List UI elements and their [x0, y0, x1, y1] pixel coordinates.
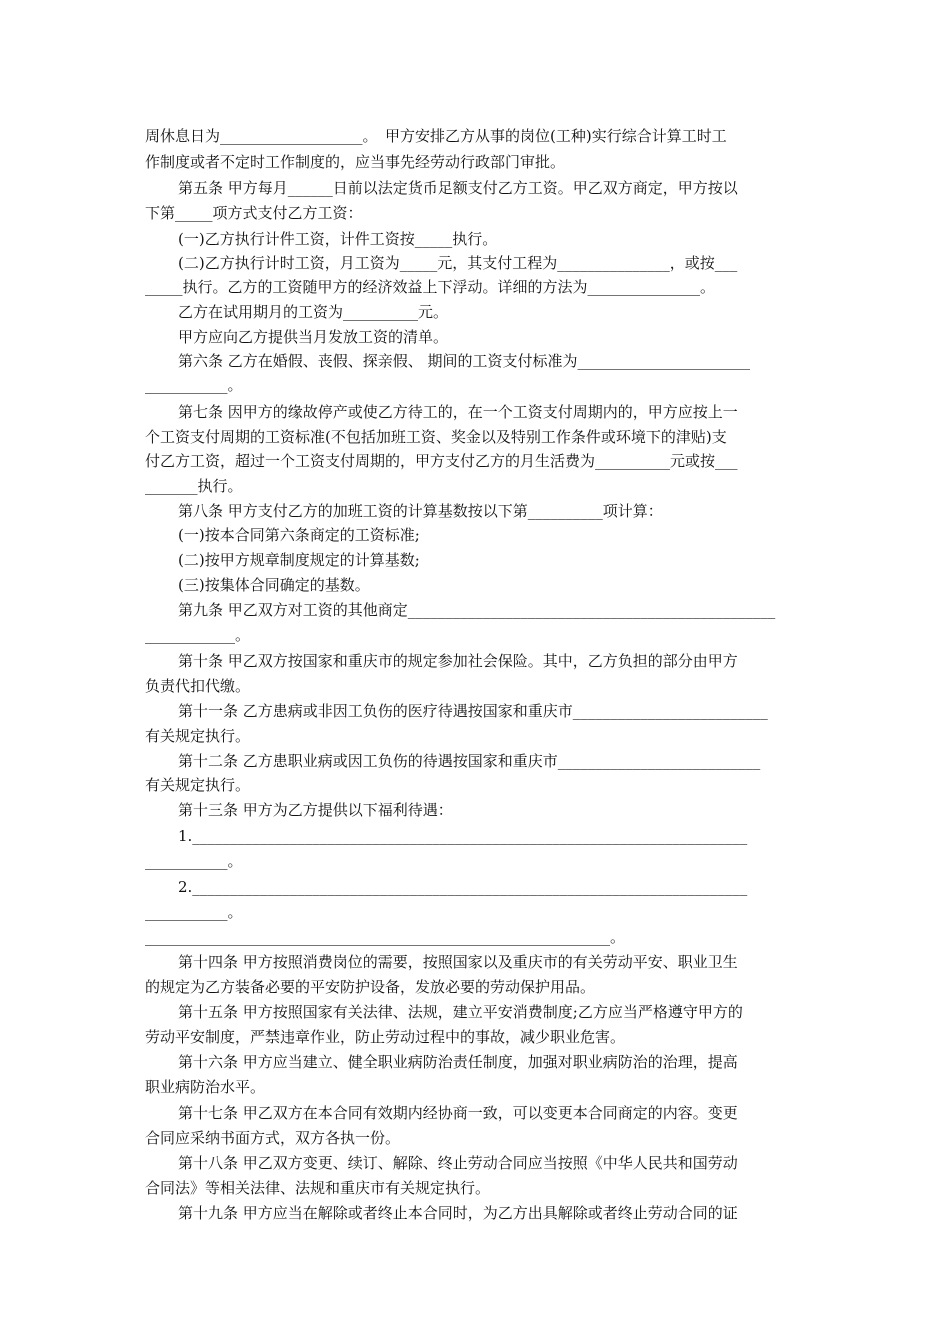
text-line: 周休息日为___________________。 甲方安排乙方从事的岗位(工种)实行综合计算工时工 — [145, 127, 727, 145]
text-line: 第十条 甲乙双方按国家和重庆市的规定参加社会保险。其中，乙方负担的部分由甲方 — [178, 652, 738, 670]
text-line: 第十五条 甲方按照国家有关法律、法规，建立平安消费制度;乙方应当严格遵守甲方的 — [178, 1003, 743, 1021]
text-line: 第十六条 甲方应当建立、健全职业病防治责任制度，加强对职业病防治的治理，提高 — [178, 1053, 738, 1071]
text-line: _____执行。乙方的工资随甲方的经济效益上下浮动。详细的方法为_______________。 — [145, 278, 716, 296]
text-line: 第十一条 乙方患病或非因工负伤的医疗待遇按国家和重庆市__________________________ — [178, 702, 768, 720]
text-line: 合同应采纳书面方式，双方各执一份。 — [145, 1129, 401, 1147]
text-line: 职业病防治水平。 — [145, 1078, 266, 1096]
text-line: _______执行。 — [145, 477, 243, 495]
text-line: 乙方在试用期月的工资为__________元。 — [178, 303, 449, 321]
text-line: 作制度或者不定时工作制度的，应当事先经劳动行政部门审批。 — [145, 153, 566, 171]
text-line: ___________。 — [145, 852, 243, 870]
text-line: (二)乙方执行计时工资，月工资为_____元，其支付工程为_______________，或按___ — [178, 254, 738, 272]
text-line: ____________。 — [145, 626, 251, 644]
text-line: 付乙方工资，超过一个工资支付周期的，甲方支付乙方的月生活费为__________元或按___ — [145, 452, 738, 470]
text-line: 的规定为乙方装备必要的平安防护设备，发放必要的劳动保护用品。 — [145, 978, 596, 996]
text-line: 第八条 甲方支付乙方的加班工资的计算基数按以下第__________项计算： — [178, 502, 663, 520]
text-line: 劳动平安制度，严禁违章作业，防止劳动过程中的事故，减少职业危害。 — [145, 1028, 626, 1046]
text-line: 2.__________________________________________________________________________ — [178, 878, 748, 896]
text-line: (一)按本合同第六条商定的工资标准; — [178, 526, 420, 544]
text-line: (三)按集体合同确定的基数。 — [178, 576, 370, 594]
text-line: 第十九条 甲方应当在解除或者终止本合同时，为乙方出具解除或者终止劳动合同的证 — [178, 1204, 738, 1222]
text-line: 第十三条 甲方为乙方提供以下福利待遇： — [178, 801, 453, 819]
text-line: 第六条 乙方在婚假、丧假、探亲假、 期间的工资支付标准为_______________________ — [178, 352, 751, 370]
text-line: (一)乙方执行计件工资，计件工资按_____执行。 — [178, 230, 498, 248]
text-line: 第十四条 甲方按照消费岗位的需要，按照国家以及重庆市的有关劳动平安、职业卫生 — [178, 953, 738, 971]
text-line: 1.__________________________________________________________________________ — [178, 827, 748, 845]
text-line: 第十二条 乙方患职业病或因工负伤的待遇按国家和重庆市___________________________ — [178, 752, 761, 770]
text-line: (二)按甲方规章制度规定的计算基数; — [178, 551, 420, 569]
text-line: 个工资支付周期的工资标准(不包括加班工资、奖金以及特别工作条件或环境下的津贴)支 — [145, 428, 727, 446]
text-line: 第五条 甲方每月______日前以法定货币足额支付乙方工资。甲乙双方商定，甲方按以 — [178, 179, 738, 197]
text-line: 下第_____项方式支付乙方工资： — [145, 204, 363, 222]
text-line: 有关规定执行。 — [145, 727, 251, 745]
text-line: 第九条 甲乙双方对工资的其他商定_________________________________________________ — [178, 601, 776, 619]
text-line: ______________________________________________________________。 — [145, 928, 626, 946]
text-line: 第十七条 甲乙双方在本合同有效期内经协商一致，可以变更本合同商定的内容。变更 — [178, 1104, 738, 1122]
text-line: 甲方应向乙方提供当月发放工资的清单。 — [178, 328, 449, 346]
text-line: ___________。 — [145, 376, 243, 394]
text-line: 负责代扣代缴。 — [145, 677, 251, 695]
text-line: 第七条 因甲方的缘故停产或使乙方待工的，在一个工资支付周期内的，甲方应按上一 — [178, 403, 738, 421]
text-line: 有关规定执行。 — [145, 776, 251, 794]
text-line: ___________。 — [145, 903, 243, 921]
text-line: 第十八条 甲乙双方变更、续订、解除、终止劳动合同应当按照《中华人民共和国劳动 — [178, 1154, 738, 1172]
text-line: 合同法》等相关法律、法规和重庆市有关规定执行。 — [145, 1179, 491, 1197]
